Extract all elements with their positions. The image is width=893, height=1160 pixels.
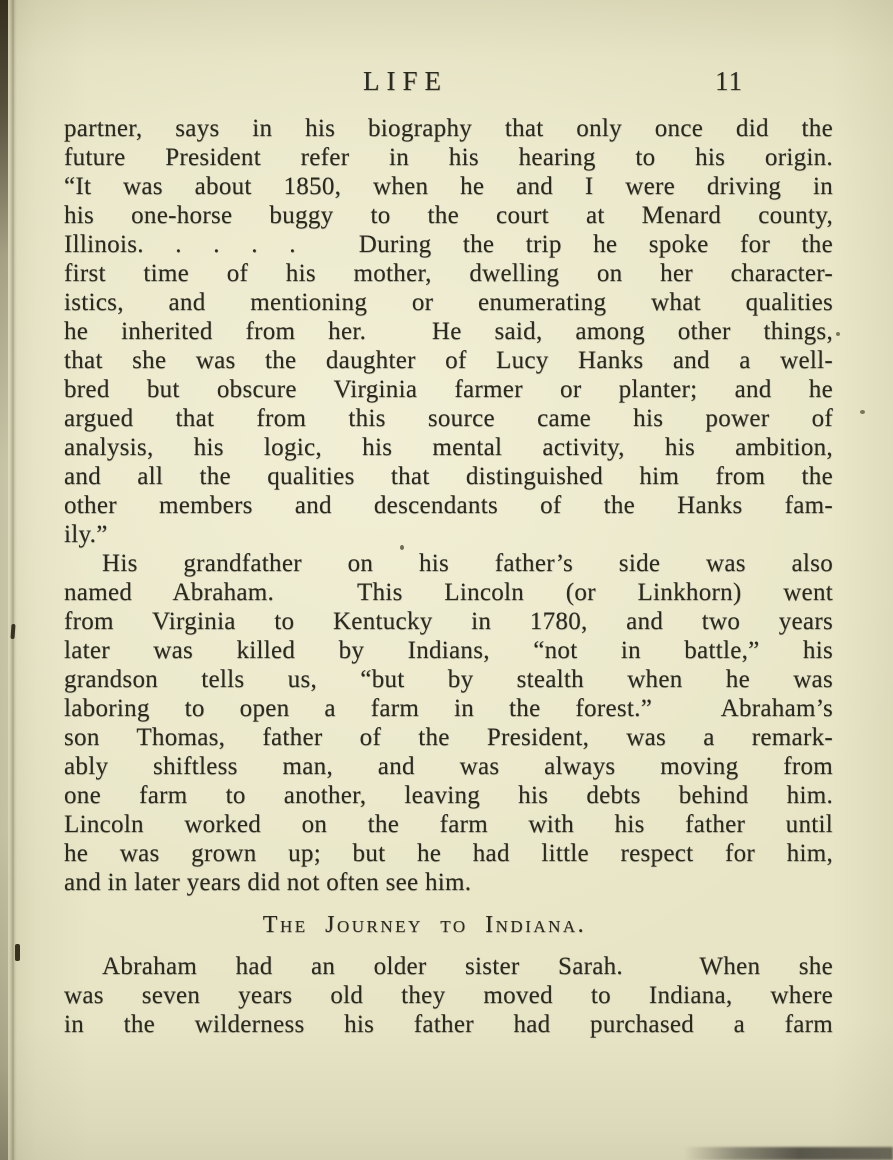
text-line: Illinois. . . . . During the trip he spoke for the [64,231,833,258]
text-line: and all the qualities that distinguished him from the [64,463,833,490]
text-line: analysis, his logic, his mental activity, his ambition, [64,434,833,461]
text-line: one farm to another, leaving his debts behind him. [64,782,833,809]
paragraph [64,549,833,897]
text-line: from Virginia to Kentucky in 1780, and two years [64,608,833,635]
text-line: ably shiftless man, and was always moving from [64,753,833,780]
text-line: future President refer in his hearing to his origin. [64,144,833,171]
text-line: laboring to open a farm in the forest.” Abraham’s [64,695,833,722]
text-line: named Abraham. This Lincoln (or Linkhorn) went [64,579,833,606]
paper-speck [836,332,840,336]
text-line: “It was about 1850, when he and I were driving in [64,173,833,200]
text-block [64,114,833,1039]
text-line: other members and descendants of the Hanks fam- [64,492,833,519]
page-header [64,64,833,98]
page-left-edge-shadow [0,0,8,1160]
text-line: he inherited from her. He said, among other things, [64,318,833,345]
text-line: Abraham had an older sister Sarah. When she [102,953,833,980]
page-fold-crease [9,0,17,1160]
text-line: grandson tells us, “but by stealth when he was [64,666,833,693]
text-line: his one-horse buggy to the court at Menard county, [64,202,833,229]
text-line: son Thomas, father of the President, was a remark- [64,724,833,751]
text-line: istics, and mentioning or enumerating what qualities [64,289,833,316]
text-line: in the wilderness his father had purchased a farm [64,1011,833,1038]
page-number: 11 [715,66,743,96]
text-line: His grandfather on his father’s side was also [102,550,833,577]
page-content [64,0,833,1039]
text-line: first time of his mother, dwelling on her character- [64,260,833,287]
text-line: later was killed by Indians, “not in battle,” his [64,637,833,664]
paper-speck [400,545,404,550]
text-line: argued that from this source came his power of [64,405,833,432]
text-line: he was grown up; but he had little respect for him, [64,840,833,867]
text-line: bred but obscure Virginia farmer or planter; and he [64,376,833,403]
paragraph [64,114,833,549]
section-heading: The Journey to Indiana. [262,912,587,938]
paper-speck [860,410,865,414]
scan-smudge-bottom-right [684,1147,893,1160]
text-line: and in later years did not often see him. [64,869,472,896]
running-title: LIFE [363,66,448,96]
ink-mark [15,944,20,961]
text-line: Lincoln worked on the farm with his father until [64,811,833,838]
text-line: partner, says in his biography that only once did the [64,115,833,142]
text-line: was seven years old they moved to Indiana, where [64,982,833,1009]
paragraph [64,952,833,1039]
text-line: ily.” [64,521,108,548]
text-line: that she was the daughter of Lucy Hanks and a well- [64,347,833,374]
